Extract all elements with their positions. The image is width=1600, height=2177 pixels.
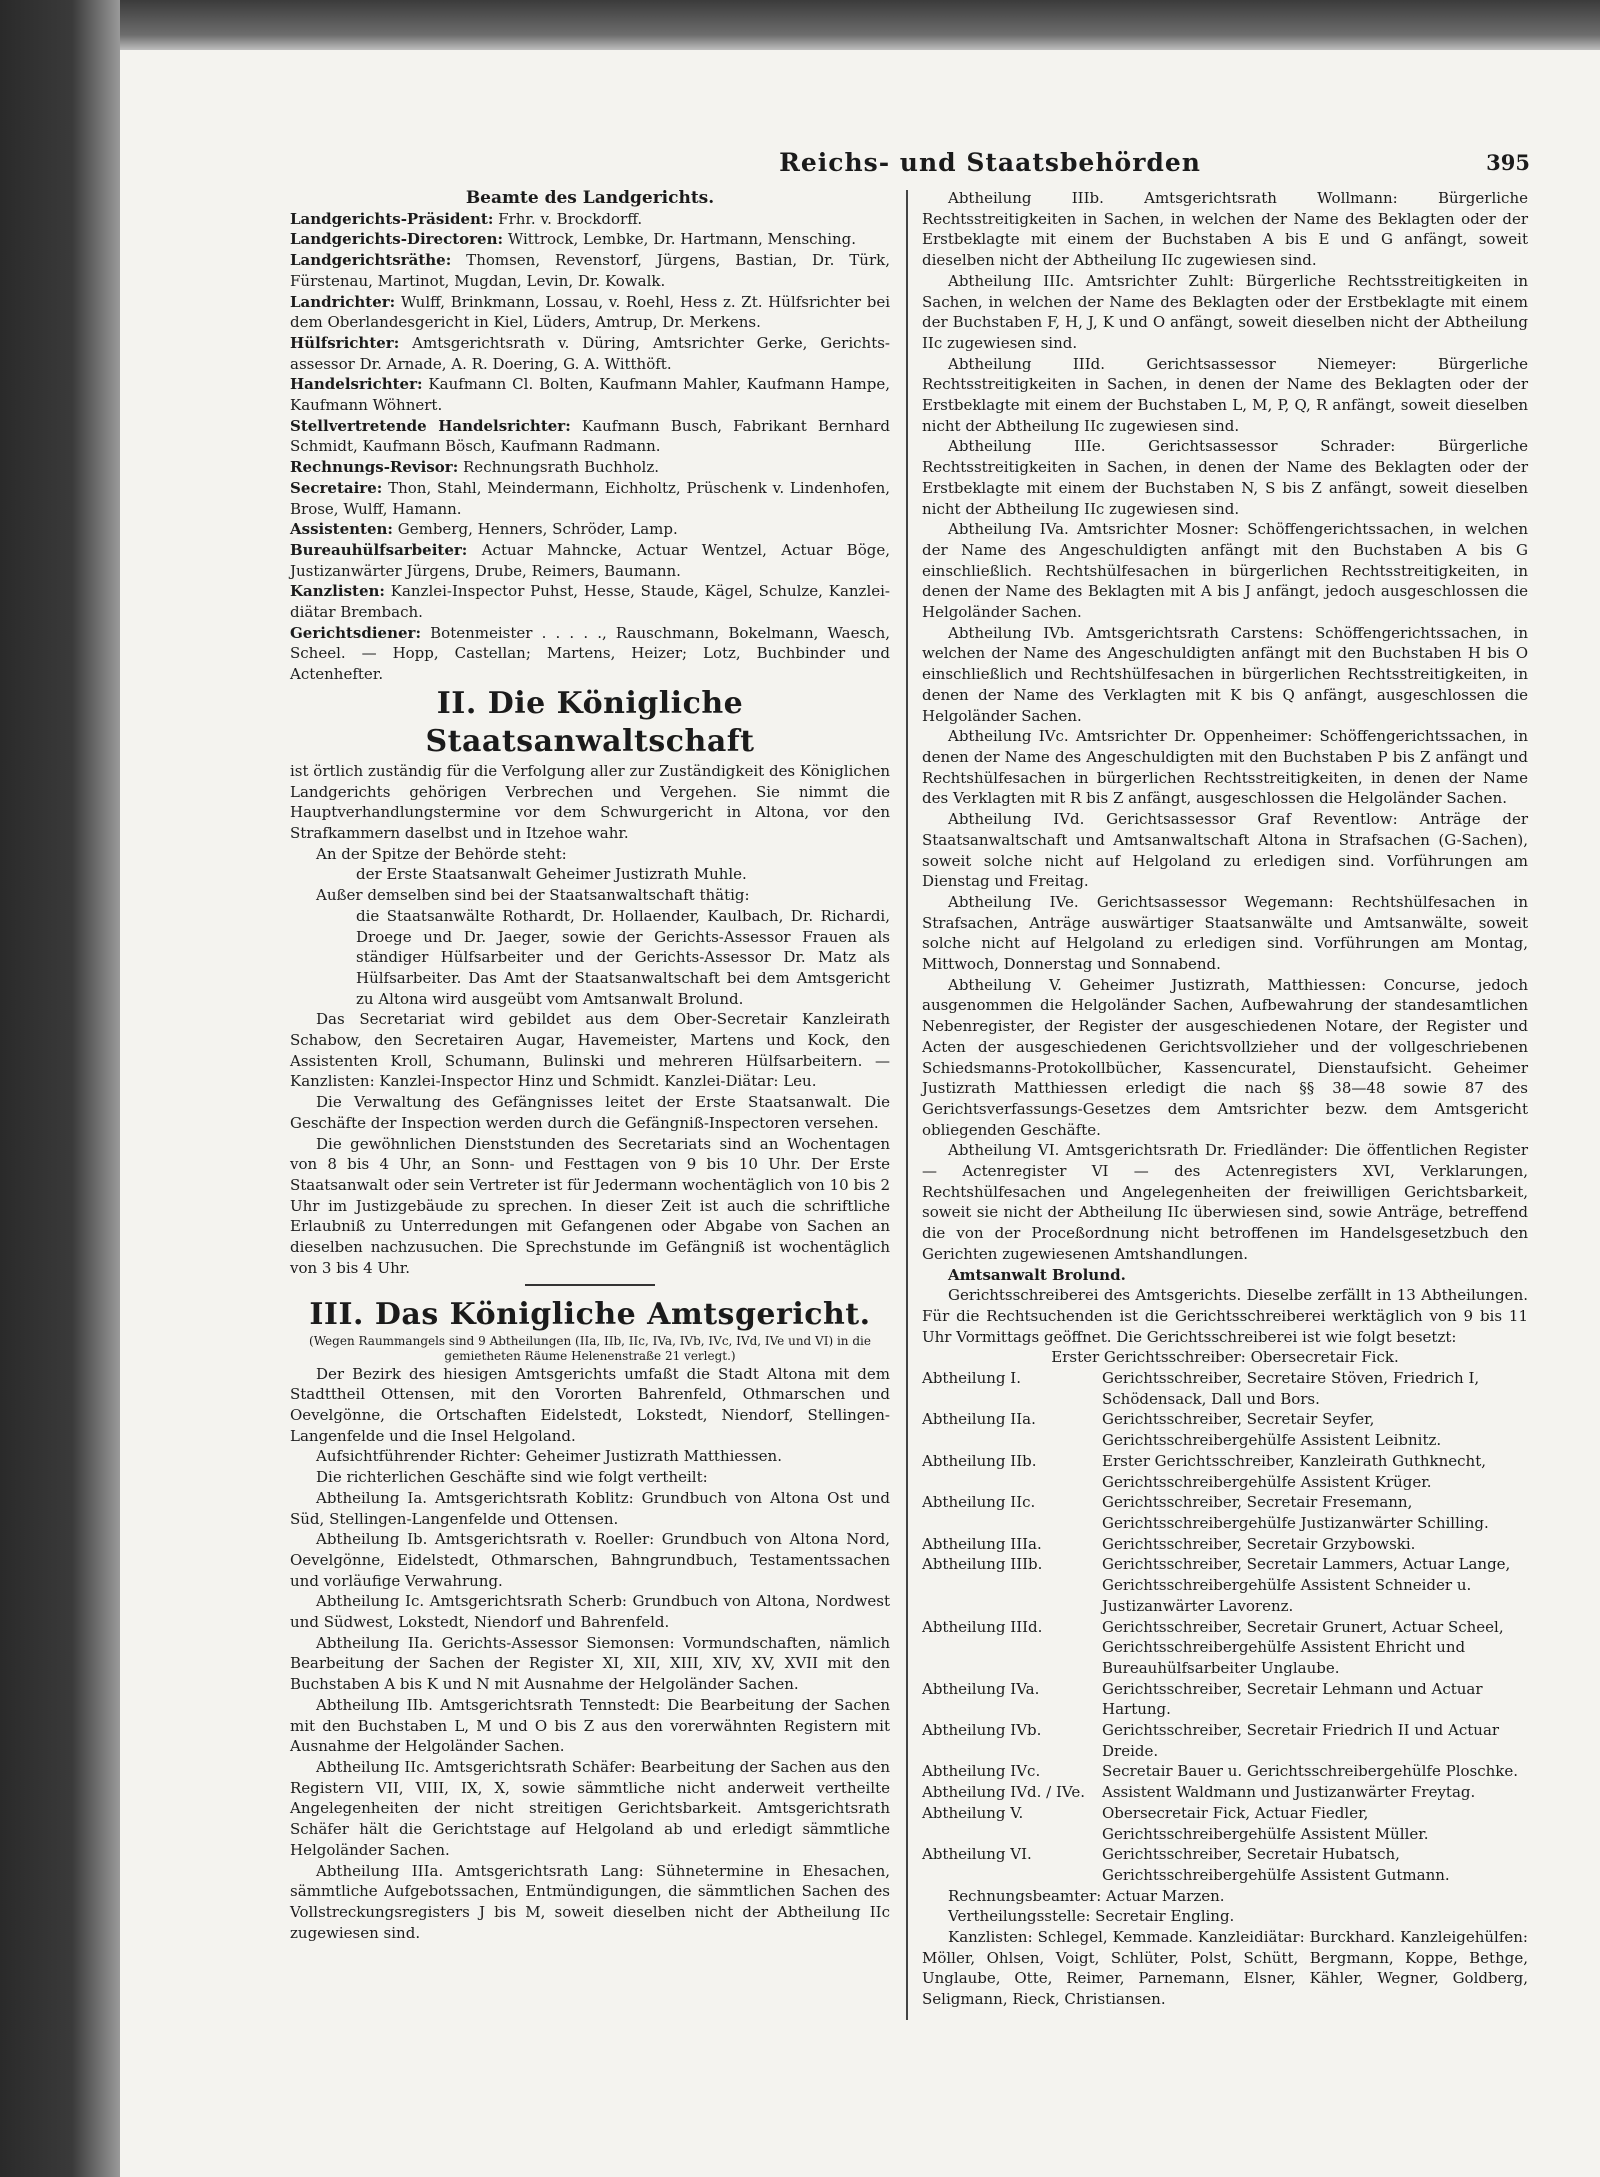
beamte-entry: [290, 581, 890, 622]
paragraph: An der Spitze der Behörde steht:: [316, 844, 567, 863]
scan-border-top: [0, 0, 1600, 50]
amtsanwalt-line: Amtsanwalt Brolund.: [948, 1265, 1126, 1284]
beamte-entry: [290, 478, 890, 519]
staff-abtheilung: Abtheilung IIIb.: [922, 1555, 1043, 1574]
beamte-text: Frhr. v. Brockdorff.: [493, 209, 643, 228]
paragraph: Die Verwaltung des Gefängnisses leitet der Erste Staatsanwalt. Die Geschäfte der Inspection werden durch die Gefängniß-Inspectoren versehen.: [290, 1093, 890, 1132]
beamte-entry: [290, 416, 890, 457]
staff-members: Gerichtsschreiber, Secretair Seyfer, Gerichtsschreibergehülfe Assistent Leibnitz.: [1102, 1410, 1442, 1450]
beamte-entry: [290, 250, 890, 291]
paragraph: Die richterlichen Geschäfte sind wie folgt vertheilt:: [316, 1468, 708, 1487]
staff-members: Gerichtsschreiber, Secretair Lammers, Actuar Lange, Gerichtsschreibergehülfe Assistent Schneider u. Justizanwärter Lavorenz.: [1102, 1555, 1511, 1615]
abtheilung-entry: Abtheilung IIIa. Amtsgerichtsrath Lang: Sühnetermine in Ehesachen, sämmtliche Aufgebotssachen, Entmündigungen, die sämmtlichen Sachen des Vollstreckungsregisters J bis M, soweit dieselben nicht der Abtheilung IIc zugewiesen sind.: [290, 1861, 890, 1942]
beamte-text: Thomsen, Revenstorf, Jürgens, Bastian, Dr. Türk, Fürstenau, Martinot, Mugdan, Levin, Dr. Kowalk.: [290, 251, 890, 290]
beamte-entry: [290, 519, 890, 540]
gerichtsschreiberei-intro: Gerichtsschreiberei des Amtsgerichts. Dieselbe zerfällt in 13 Abtheilungen. Für die Rechtsuchenden ist die Gerichtsschreiberei werktäglich von 9 bis 11 Uhr Vormittags geöffnet. Die Gerichtsschreiberei ist wie folgt besetzt:: [922, 1286, 1528, 1346]
staff-abtheilung: Abtheilung IVc.: [922, 1762, 1041, 1781]
paragraph: ist örtlich zuständig für die Verfolgung aller zur Zuständigkeit des Königlichen Landgerichts gehörigen Verbrechen und Vergehen. Sie nimmt die Hauptverhandlungstermine vor dem Schwurgericht in Altona, vor den Strafkammern daselbst und in Itzehoe wahr.: [290, 761, 890, 842]
beamte-entry: [290, 623, 890, 685]
abtheilung-entry: Abtheilung IVb. Amtsgerichtsrath Carstens: Schöffengerichtssachen, in welchen der Name des Angeschuldigten anfängt mit den Buchstaben H bis O einschließlich und Rechtshülfesachen in bürgerlichen Rechtsstreitigkeiten, in denen der Name des Verklagten mit K bis Q anfängt, ausgeschlossen die Helgoländer Sachen.: [922, 623, 1528, 725]
abtheilung-entry: Abtheilung IIc. Amtsgerichtsrath Schäfer: Bearbeitung der Sachen aus den Registern VII, VIII, IX, X, sowie sämmtliche nicht anderweit vertheilte Angelegenheiten der nicht streitigen Gerichtsbarkeit. Amtsgerichtsrath Schäfer hält die Gerichtstage auf Helgoland ab und erledigt sämmtliche Helgoländer Sachen.: [290, 1758, 890, 1859]
beamte-text: Thon, Stahl, Meindermann, Eichholtz, Prüschenk v. Lindenhofen, Brose, Wulff, Hamann.: [290, 478, 890, 518]
staff-abtheilung: Abtheilung IIa.: [922, 1410, 1036, 1429]
beamte-label: Kanzlisten:: [290, 582, 385, 601]
abtheilung-entry: Abtheilung IIb. Amtsgerichtsrath Tennstedt: Die Bearbeitung der Sachen mit den Buchstaben L, M und O bis Z aus den vorerwähnten Registern mit Ausnahme der Helgoländer Sachen.: [290, 1695, 890, 1756]
section-title-staatsanwaltschaft: II. Die Königliche Staatsanwaltschaft: [425, 685, 755, 759]
erster-gerichtsschreiber: Erster Gerichtsschreiber: Obersecretair Fick.: [1051, 1348, 1399, 1367]
abtheilung-entry: Abtheilung IVe. Gerichtsassessor Wegemann: Rechtshülfesachen in Strafsachen, Anträge auswärtiger Staatsanwälte und Amtsanwälte, soweit solche nicht auf Helgoland zu erledigen sind. Vorführungen am Montag, Mittwoch, Donnerstag und Sonnabend.: [922, 892, 1528, 974]
paragraph: die Staatsanwälte Rothardt, Dr. Hollaender, Kaulbach, Dr. Richardi, Droege und Dr. Jaeger, sowie der Gerichts-Assessor Frauen als ständiger Hülfsarbeiter und der Gerichts-Assessor Dr. Matz als Hülfsarbeiter. Das Amt der Staatsanwaltschaft bei dem Amtsgericht zu Altona wird ausgeübt vom Amtsanwalt Brolund.: [356, 906, 890, 1008]
paragraph: Das Secretariat wird gebildet aus dem Ober-Secretair Kanzleirath Schabow, den Secretairen Augar, Havemeister, Martens und Kock, den Assistenten Kroll, Schumann, Bulinski und mehreren Hülfsarbeitern. — Kanzlisten: Kanzlei-Inspector Hinz und Schmidt. Kanzlei-Diätar: Leu.: [290, 1010, 890, 1091]
abtheilung-entry: Abtheilung IIId. Gerichtsassessor Niemeyer: Bürgerliche Rechtsstreitigkeiten in Sachen, in denen der Name des Beklagten oder der Erstbeklagte mit einem der Buchstaben L, M, P, Q, R anfängt, soweit dieselben nicht der Abtheilung IIc zugewiesen sind.: [922, 354, 1528, 435]
page-number: 395: [1486, 150, 1530, 175]
staff-abtheilung: Abtheilung IVb.: [922, 1721, 1042, 1740]
page-content: [290, 148, 1530, 2028]
beamte-entry: [290, 229, 890, 250]
beamte-entry: [290, 540, 890, 581]
abtheilung-entry: Abtheilung VI. Amtsgerichtsrath Dr. Friedländer: Die öffentlichen Register — Actenregister VI — des Actenregisters XVI, Verklarungen, Rechtshülfesachen und Angelegenheiten der freiwilligen Gerichtsbarkeit, soweit sie nicht der Abtheilung IIc überwiesen sind, sowie Anträge, betreffend die von der Proceßordnung nicht betroffenen im Handelsgesetzbuch den Gerichten zugewiesenen Amtshandlungen.: [922, 1141, 1528, 1263]
section-heading-beamte: Beamte des Landgerichts.: [465, 188, 715, 208]
staff-abtheilung: Abtheilung IVd. / IVe.: [922, 1783, 1086, 1802]
staff-members: Gerichtsschreiber, Secretaire Stöven, Friedrich I, Schödensack, Dall und Bors.: [1102, 1369, 1480, 1408]
staff-members: Gerichtsschreiber, Secretair Fresemann, Gerichtsschreibergehülfe Justizanwärter Schilling.: [1102, 1493, 1489, 1532]
staff-members: Erster Gerichtsschreiber, Kanzleirath Guthknecht, Gerichtsschreibergehülfe Assistent Krüger.: [1102, 1451, 1486, 1491]
paragraph: Aufsichtführender Richter: Geheimer Justizrath Matthiessen.: [316, 1447, 782, 1466]
section-divider: [525, 1284, 655, 1285]
running-header: Reichs- und Staatsbehörden: [779, 148, 1201, 177]
beamte-entry: [290, 457, 890, 478]
beamte-entry: [290, 333, 890, 374]
beamte-entry: [290, 209, 890, 230]
abtheilung-entry: Abtheilung Ia. Amtsgerichtsrath Koblitz: Grundbuch von Altona Ost und Süd, Stellingen-Langenfelde und Ottensen.: [290, 1488, 890, 1528]
staff-abtheilung: Abtheilung V.: [922, 1803, 1024, 1822]
abtheilung-entry: Abtheilung IIIc. Amtsrichter Zuhlt: Bürgerliche Rechtsstreitigkeiten in Sachen, in welchen der Name des Beklagten oder der Erstbeklagte mit einem der Buchstaben F, H, J, K und O anfängt, soweit dieselben nicht der Abtheilung IIc zugewiesen sind.: [922, 271, 1528, 352]
beamte-label: Rechnungs-Revisor:: [290, 458, 459, 477]
beamte-label: Secretaire:: [290, 478, 383, 497]
beamte-text: Kaufmann Cl. Bolten, Kaufmann Mahler, Kaufmann Hampe, Kaufmann Wöhnert.: [290, 375, 890, 415]
paragraph: Vertheilungsstelle: Secretair Engling.: [948, 1907, 1235, 1926]
beamte-label: Landrichter:: [290, 292, 396, 311]
beamte-text: Kaufmann Busch, Fabrikant Bernhard Schmidt, Kaufmann Bösch, Kaufmann Radmann.: [290, 416, 890, 456]
paragraph: Außer demselben sind bei der Staatsanwaltschaft thätig:: [316, 886, 750, 905]
beamte-label: Assistenten:: [290, 520, 393, 539]
paragraph: der Erste Staatsanwalt Geheimer Justizrath Muhle.: [356, 865, 747, 884]
beamte-entry: [290, 292, 890, 333]
abtheilung-entry: Abtheilung IVc. Amtsrichter Dr. Oppenheimer: Schöffengerichtssachen, in denen der Name des Angeschuldigten mit den Buchstaben P bis Z anfängt und Rechtshülfesachen in bürgerlichen Rechtsstreitigkeiten, in denen der Name des Verklagten mit R bis Z anfängt, ausgeschlossen die Helgoländer Sachen.: [922, 727, 1528, 808]
beamte-text: Wulff, Brinkmann, Lossau, v. Roehl, Hess z. Zt. Hülfsrichter bei dem Oberlandesgericht in Kiel, Lüders, Amtrup, Dr. Merkens.: [290, 292, 890, 332]
staff-abtheilung: Abtheilung VI.: [922, 1845, 1032, 1864]
staff-members: Secretair Bauer u. Gerichtsschreibergehülfe Ploschke.: [1102, 1762, 1519, 1781]
abtheilung-entry: Abtheilung IVd. Gerichtsassessor Graf Reventlow: Anträge der Staatsanwaltschaft und Amtsanwaltschaft Altona in Strafsachen (G-Sachen), soweit solche nicht auf Helgoland zu erledigen sind. Vorführungen am Dienstag und Freitag.: [922, 810, 1528, 891]
beamte-label: Landgerichts-Directoren:: [290, 230, 504, 249]
paragraph: Die gewöhnlichen Dienststunden des Secretariats sind an Wochentagen von 8 bis 4 Uhr, an Sonn- und Festtagen von 9 bis 10 Uhr. Der Erste Staatsanwalt oder sein Vertreter ist für Jedermann wochentäglich von 10 bis 2 Uhr im Justizgebäude zu sprechen. In dieser Zeit ist auch die schriftliche Erlaubniß zu Unterredungen mit Gefangenen oder Abgabe von Sachen an dieselben nachzusuchen. Die Sprechstunde im Gefängniß ist wochentäglich von 3 bis 4 Uhr.: [290, 1134, 890, 1277]
beamte-text: Botenmeister . . . . ., Rauschmann, Bokelmann, Waesch, Scheel. — Hopp, Castellan; Martens, Heizer; Lotz, Buchbinder und Actenhefter.: [290, 623, 890, 684]
paragraph: Rechnungsbeamter: Actuar Marzen.: [948, 1886, 1225, 1905]
beamte-label: Hülfsrichter:: [290, 333, 400, 352]
abtheilung-entry: Abtheilung V. Geheimer Justizrath, Matthiessen: Concurse, jedoch ausgenommen die Helgoländer Sachen, Aufbewahrung der standesamtlichen Nebenregister, der Register der ausgeschiedenen Notare, der Register und Acten der ausgeschiedenen Gerichtsvollzieher und der vollgeschriebenen Schiedsmanns-Protokollbücher, Kassencuratel, Dienstaufsicht. Geheimer Justizrath Matthiessen erledigt die nach §§ 38—48 sowie 87 des Gerichtsverfassungs-Gesetzes dem Amtsrichter bezw. dem Amtsgericht obliegenden Geschäfte.: [922, 975, 1528, 1139]
beamte-label: Handelsrichter:: [290, 375, 423, 394]
document-page: [120, 50, 1600, 2177]
abtheilung-entry: Abtheilung Ib. Amtsgerichtsrath v. Roeller: Grundbuch von Altona Nord, Oevelgönne, Eidelstedt, Othmarschen, Bahngrundbuch, Testamentssachen und vorläufige Verwahrung.: [290, 1530, 890, 1590]
beamte-label: Stellvertretende Handelsrichter:: [290, 416, 571, 435]
staff-abtheilung: Abtheilung IIIa.: [922, 1534, 1042, 1553]
beamte-text: Actuar Mahncke, Actuar Wentzel, Actuar Böge, Justizanwärter Jürgens, Drube, Reimers, Baumann.: [290, 540, 890, 580]
paragraph: Kanzlisten: Schlegel, Kemmade. Kanzleidiätar: Burckhard. Kanzleigehülfen: Möller, Ohlsen, Voigt, Schlüter, Polst, Schütt, Bergmann, Koppe, Bethge, Unglaube, Otte, Reimer, Parnemann, Elsner, Kähler, Wegner, Goldberg, Seligmann, Rieck, Christiansen.: [922, 1928, 1528, 2009]
right-column: [922, 188, 1528, 2010]
scan-border-left: [0, 0, 120, 2177]
staff-abtheilung: Abtheilung IIc.: [922, 1493, 1036, 1512]
beamte-list: [290, 209, 890, 685]
beamte-label: Landgerichts-Präsident:: [290, 209, 494, 228]
beamte-text: Wittrock, Lembke, Dr. Hartmann, Mensching.: [503, 230, 857, 249]
staff-abtheilung: Abtheilung IIId.: [922, 1617, 1043, 1636]
staff-abtheilung: Abtheilung I.: [922, 1369, 1021, 1388]
staff-abtheilung: Abtheilung IIb.: [922, 1451, 1037, 1470]
staff-members: Obersecretair Fick, Actuar Fiedler, Gerichtsschreibergehülfe Assistent Müller.: [1102, 1803, 1429, 1843]
beamte-text: Rechnungsrath Buchholz.: [458, 458, 660, 477]
beamte-entry: [290, 374, 890, 415]
abtheilung-entry: Abtheilung IIIe. Gerichtsassessor Schrader: Bürgerliche Rechtsstreitigkeiten in Sachen, in denen der Name des Beklagten oder der Erstbeklagte mit einem der Buchstaben N, S bis Z anfängt, soweit dieselben nicht der Abtheilung IIc zugewiesen sind.: [922, 437, 1528, 518]
beamte-text: Gemberg, Henners, Schröder, Lamp.: [392, 520, 678, 539]
abtheilung-entry: Abtheilung Ic. Amtsgerichtsrath Scherb: Grundbuch von Altona, Nordwest und Südwest, Lokstedt, Niendorf und Bahrenfeld.: [290, 1592, 890, 1632]
column-divider: [906, 190, 908, 2020]
staff-members: Gerichtsschreiber, Secretair Hubatsch, Gerichtsschreibergehülfe Assistent Gutmann.: [1102, 1845, 1450, 1884]
abtheilung-entry: Abtheilung IIa. Gerichts-Assessor Siemonsen: Vormundschaften, nämlich Bearbeitung der Sachen der Register XI, XII, XIII, XIV, XV, XVII mit den Buchstaben A bis K und N mit Ausnahme der Helgoländer Sachen.: [290, 1633, 890, 1694]
abtheilung-entry: Abtheilung IIIb. Amtsgerichtsrath Wollmann: Bürgerliche Rechtsstreitigkeiten in Sachen, in welchen der Name des Beklagten oder der Erstbeklagte mit einem der Buchstaben A bis E und G anfängt, soweit dieselben nicht der Abtheilung IIc zugewiesen sind.: [922, 189, 1528, 270]
paragraph: Der Bezirk des hiesigen Amtsgerichts umfaßt die Stadt Altona mit dem Stadttheil Ottensen, mit den Vororten Bahrenfeld, Othmarschen und Oevelgönne, die Ortschaften Eidelstedt, Lokstedt, Niendorf, Stellingen-Langenfelde und die Insel Helgoland.: [290, 1364, 890, 1445]
staff-members: Gerichtsschreiber, Secretair Lehmann und Actuar Hartung.: [1102, 1679, 1483, 1719]
beamte-text: Amtsgerichtsrath v. Düring, Amtsrichter Gerke, Gerichts-assessor Dr. Arnade, A. R. Doering, G. A. Witthöft.: [290, 333, 890, 373]
beamte-label: Gerichtsdiener:: [290, 623, 421, 642]
staff-table: [922, 1368, 1528, 1886]
staff-abtheilung: Abtheilung IVa.: [922, 1679, 1040, 1698]
note-raummangel: (Wegen Raummangels sind 9 Abtheilungen (IIa, IIb, IIc, IVa, IVb, IVc, IVd, IVe und VI) in die gemietheten Räume Helenenstraße 21 verlegt.): [309, 1333, 871, 1363]
left-column: [290, 188, 890, 1943]
beamte-text: Kanzlei-Inspector Puhst, Hesse, Staude, Kägel, Schulze, Kanzlei-diätar Brembach.: [290, 582, 890, 622]
section-title-amtsgericht: III. Das Königliche Amtsgericht.: [309, 1296, 871, 1332]
beamte-label: Landgerichtsräthe:: [290, 251, 452, 270]
staff-members: Gerichtsschreiber, Secretair Friedrich II und Actuar Dreide.: [1102, 1721, 1500, 1760]
abtheilung-entry: Abtheilung IVa. Amtsrichter Mosner: Schöffengerichtssachen, in welchen der Name des Angeschuldigten anfängt mit den Buchstaben A bis G einschließlich. Rechtshülfesachen in bürgerlichen Rechtsstreitigkeiten, in denen der Name des Beklagten mit A bis J anfängt, jedoch ausgeschlossen die Helgoländer Sachen.: [922, 520, 1528, 622]
beamte-label: Bureauhülfsarbeiter:: [290, 540, 468, 559]
staff-members: Gerichtsschreiber, Secretair Grunert, Actuar Scheel, Gerichtsschreibergehülfe Assistent Ehricht und Bureauhülfsarbeiter Unglaube.: [1102, 1617, 1504, 1677]
staff-members: Assistent Waldmann und Justizanwärter Freytag.: [1102, 1783, 1476, 1802]
staff-members: Gerichtsschreiber, Secretair Grzybowski.: [1102, 1534, 1416, 1553]
